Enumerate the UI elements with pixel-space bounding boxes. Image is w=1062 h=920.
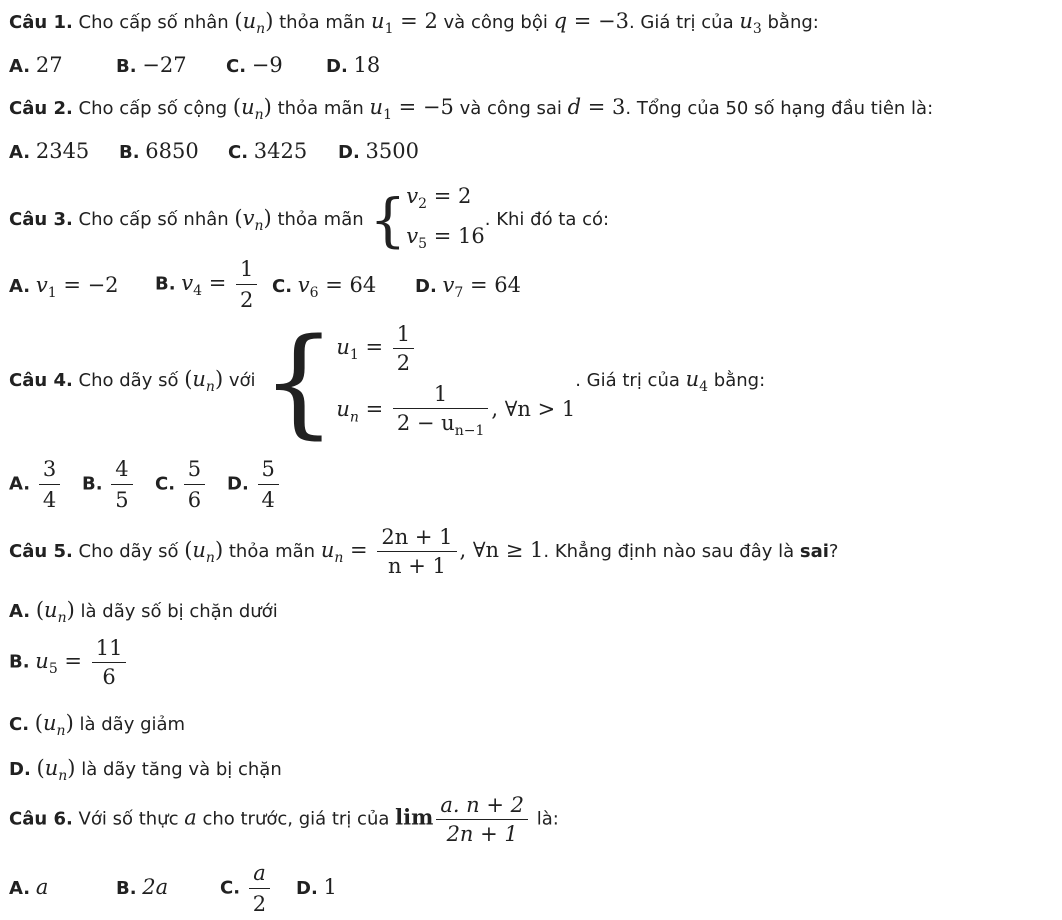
option-letter: C.	[155, 473, 176, 495]
fraction-numerator: 1	[433, 382, 448, 407]
q3-system-lines	[406, 180, 484, 260]
q3-option-c[interactable]	[272, 272, 376, 306]
option-value: 6850	[145, 139, 199, 163]
fraction-denominator: 4	[258, 484, 279, 513]
q6-text2: cho trước, giá trị của	[196, 808, 396, 830]
question-4-label: Câu 4.	[9, 370, 73, 391]
option-value: $v_1 = -2$	[35, 273, 119, 302]
q6-text1: Với số thực	[72, 808, 185, 830]
q5-option-c[interactable]	[9, 710, 185, 744]
fraction-denominator: 2	[236, 284, 257, 313]
q2-cond: $u_1 = -5$	[369, 95, 454, 124]
option-sub: 4	[193, 282, 203, 299]
q4-line2-fraction	[393, 382, 489, 439]
fraction-denominator: 2	[249, 888, 270, 917]
q5-opt-a-text: là dãy số bị chặn dưới	[74, 601, 278, 622]
option-fraction	[249, 860, 270, 917]
brace-icon: {	[261, 312, 337, 450]
q4-system-lines	[336, 322, 575, 439]
question-1-label: Câu 1.	[9, 12, 73, 33]
q6-text3: là:	[531, 808, 559, 830]
question-2	[9, 94, 933, 128]
option-value: 1	[323, 875, 337, 899]
q5-fraction	[377, 525, 456, 578]
q4-seq: $(u_n)$	[184, 367, 224, 396]
question-2-label: Câu 2.	[9, 98, 73, 119]
q4-target-sub: 4	[699, 379, 709, 396]
option-rest: = 64	[463, 273, 521, 297]
q4-line2-den-text: 2 − u	[396, 411, 455, 436]
q2-option-a[interactable]	[9, 138, 89, 166]
option-value: 2345	[35, 139, 90, 163]
q5-text1: Cho dãy số	[72, 541, 185, 562]
option-fraction	[92, 636, 127, 689]
fraction-numerator: 5	[261, 457, 275, 481]
fraction-denominator: 5	[111, 484, 132, 513]
q2-cond-value: = −5	[391, 95, 454, 119]
q4-option-d[interactable]	[227, 456, 282, 513]
q5-bold-word: sai	[799, 541, 829, 562]
option-letter: A.	[9, 276, 31, 297]
q4-text4: bằng:	[708, 370, 766, 391]
option-value: $v_4$ =	[181, 270, 234, 299]
option-letter: D.	[9, 759, 31, 780]
q3-seq: $(v_n)$	[234, 206, 272, 235]
q1-text5: bằng:	[761, 12, 819, 33]
q6-option-a[interactable]	[9, 874, 48, 902]
question-1	[9, 8, 819, 42]
fraction-denominator: 2n + 1	[436, 819, 528, 846]
q5-opt-d-text: là dãy tăng và bị chặn	[75, 759, 282, 780]
question-4	[9, 312, 766, 450]
option-value: $v_6 = 64$	[297, 273, 377, 302]
option-letter: A.	[9, 142, 31, 163]
q2-seq: $(u_n)$	[232, 95, 272, 124]
option-value: −9	[251, 53, 283, 77]
fraction-numerator: 2n + 1	[381, 525, 453, 549]
option-letter: B.	[155, 273, 176, 295]
question-6	[9, 793, 559, 846]
q4-text3: . Giá trị của	[575, 370, 686, 391]
option-value: 18	[353, 53, 381, 77]
q2-text2: thỏa mãn	[271, 98, 370, 119]
q4-text1: Cho dãy số	[72, 370, 185, 391]
q3-system-line-2: $v_5 = 16$	[406, 224, 485, 253]
option-value: 3500	[365, 139, 419, 163]
q4-option-b[interactable]	[82, 456, 136, 513]
option-letter: B.	[9, 651, 30, 673]
option-letter: D.	[296, 878, 318, 899]
question-5-label: Câu 5.	[9, 541, 73, 562]
q5-text4: ?	[828, 541, 839, 562]
option-sub: 7	[454, 285, 464, 302]
q4-system	[261, 312, 576, 450]
fraction-numerator: 5	[187, 457, 202, 481]
q3-option-b[interactable]	[155, 256, 260, 313]
q5-formula: $u_n$ = $\frac{2n + 1}{n + 1}$ , ∀n ≥ 1	[320, 525, 544, 578]
option-letter: D.	[326, 56, 348, 77]
question-4-options	[9, 456, 709, 514]
option-letter: C.	[272, 276, 293, 297]
option-fraction	[39, 456, 60, 513]
q2-option-c[interactable]	[228, 138, 307, 166]
q6-option-b[interactable]	[116, 874, 168, 902]
q5-text2: thỏa mãn	[223, 541, 321, 562]
q2-diff: d = 3	[567, 95, 626, 119]
q5-option-d[interactable]	[9, 755, 282, 789]
q3-text3: . Khi đó ta có:	[484, 209, 610, 231]
fraction-numerator: 1	[396, 322, 411, 347]
q3-option-d[interactable]	[415, 272, 521, 306]
q6-var: a	[184, 805, 197, 830]
q1-ratio: q = −3	[553, 9, 629, 33]
q1-option-a[interactable]	[9, 52, 63, 80]
option-letter: A.	[9, 878, 31, 899]
q5-seq: $(u_n)$	[184, 538, 224, 567]
option-letter: D.	[338, 142, 360, 163]
q1-target: $u_3$	[739, 9, 762, 38]
fraction-numerator: 11	[95, 636, 123, 660]
q6-option-d[interactable]	[296, 874, 337, 902]
q2-text1: Cho cấp số cộng	[72, 98, 233, 119]
q4-system-line-2: $u_n$ = $\frac{1}{2 - u_{n-1}}$ , ∀n > 1	[336, 382, 576, 440]
option-letter: C.	[228, 142, 249, 163]
question-5	[9, 525, 838, 578]
option-letter: D.	[227, 473, 249, 495]
q3-text2: thỏa mãn	[271, 209, 370, 231]
q1-text2: thỏa mãn	[273, 12, 372, 33]
fraction-numerator: 1	[240, 257, 254, 281]
option-fraction	[111, 456, 132, 513]
q6-lim: lim	[395, 804, 434, 830]
q1-text3: và công bội	[437, 12, 554, 33]
option-value: 3425	[253, 139, 308, 163]
q2-text3: và công sai	[453, 98, 568, 119]
option-fraction	[184, 456, 205, 513]
q6-option-c[interactable]	[220, 860, 273, 917]
q1-seq: $(u_n)$	[234, 9, 274, 38]
q4-option-a[interactable]	[9, 456, 63, 513]
q2-text4: . Tổng của 50 số hạng đầu tiên là:	[625, 98, 934, 119]
q4-target: $u_4$	[685, 367, 709, 396]
q3-line2-value: = 16	[427, 224, 485, 249]
question-3-options	[9, 256, 709, 312]
q4-line1-fraction	[393, 322, 414, 375]
q1-option-c[interactable]	[226, 52, 283, 80]
q4-option-c[interactable]	[155, 456, 208, 513]
fraction-denominator: 6	[92, 662, 127, 689]
q5-opt-b-value: $u_5$ =	[35, 648, 89, 677]
q4-system-line-1: $u_1$ = $\frac{1}{2}$	[336, 322, 575, 382]
fraction-numerator: 4	[115, 457, 129, 481]
option-rest: = −2	[56, 273, 119, 297]
question-1-options	[9, 52, 709, 78]
option-fraction	[258, 456, 279, 513]
q3-system	[369, 180, 484, 260]
option-rest: = 64	[318, 273, 377, 297]
fraction-numerator: a	[253, 861, 266, 885]
fraction-denominator: 2	[393, 348, 414, 375]
q5-option-a[interactable]	[9, 597, 278, 631]
q1-text4: . Giá trị của	[628, 12, 740, 33]
brace-icon: {	[369, 186, 407, 255]
q1-option-b[interactable]	[116, 52, 187, 80]
q5-opt-c-text: là dãy giảm	[73, 714, 186, 735]
fraction-numerator: 3	[42, 457, 57, 481]
q4-line2-den-sub: n−1	[454, 423, 485, 440]
question-2-options	[9, 138, 709, 164]
fraction-numerator: a. n + 2	[440, 793, 525, 817]
option-letter: C.	[226, 56, 247, 77]
option-letter: A.	[9, 56, 31, 77]
option-sub: 1	[47, 285, 57, 302]
fraction-denominator	[393, 408, 489, 439]
q1-option-d[interactable]	[326, 52, 380, 80]
option-value: 2a	[142, 875, 169, 899]
option-letter: A.	[9, 473, 31, 495]
option-letter: C.	[9, 714, 30, 735]
option-rest: =	[202, 270, 234, 295]
option-value: 27	[35, 53, 63, 77]
option-letter: B.	[119, 142, 140, 163]
q4-text2: với	[223, 370, 262, 391]
q6-fraction	[436, 793, 528, 846]
option-letter: B.	[82, 473, 103, 495]
q5-formula-tail: , ∀n ≥ 1	[459, 538, 544, 562]
q2-option-b[interactable]	[119, 138, 199, 166]
question-3-label: Câu 3.	[9, 209, 73, 231]
fraction-denominator: 6	[184, 484, 205, 513]
option-sub: 6	[309, 285, 319, 302]
q5-option-b[interactable]	[9, 636, 129, 689]
fraction-denominator: 4	[39, 484, 60, 513]
option-value: $v_7 = 64$	[442, 273, 521, 302]
option-letter: B.	[116, 56, 137, 77]
option-letter: C.	[220, 877, 241, 899]
q3-text1: Cho cấp số nhân	[72, 209, 235, 231]
q1-cond: $u_1 = 2$	[371, 9, 438, 38]
q1-text1: Cho cấp số nhân	[72, 12, 235, 33]
option-value: −27	[142, 53, 187, 77]
q3-system-line-1: $v_2 = 2$	[406, 184, 472, 213]
question-3	[9, 180, 609, 260]
q3-option-a[interactable]	[9, 272, 119, 306]
option-letter: B.	[116, 878, 137, 899]
q5-text3: . Khẳng định nào sau đây là	[543, 541, 800, 562]
q4-line2-tail: , ∀n > 1	[491, 397, 576, 422]
question-6-label: Câu 6.	[9, 808, 73, 830]
q5-opt-d-seq: $(u_n)$	[36, 756, 76, 785]
q5-opt-a-seq: $(u_n)$	[35, 598, 75, 627]
fraction-denominator: n + 1	[377, 551, 456, 578]
option-fraction	[236, 256, 257, 313]
option-letter: D.	[415, 276, 437, 297]
q5-opt-c-seq: $(u_n)$	[34, 711, 74, 740]
option-value: a	[35, 875, 49, 899]
q3-line1-value: = 2	[427, 184, 472, 208]
option-letter: A.	[9, 601, 31, 622]
question-6-options	[9, 860, 709, 916]
q2-option-d[interactable]	[338, 138, 419, 166]
